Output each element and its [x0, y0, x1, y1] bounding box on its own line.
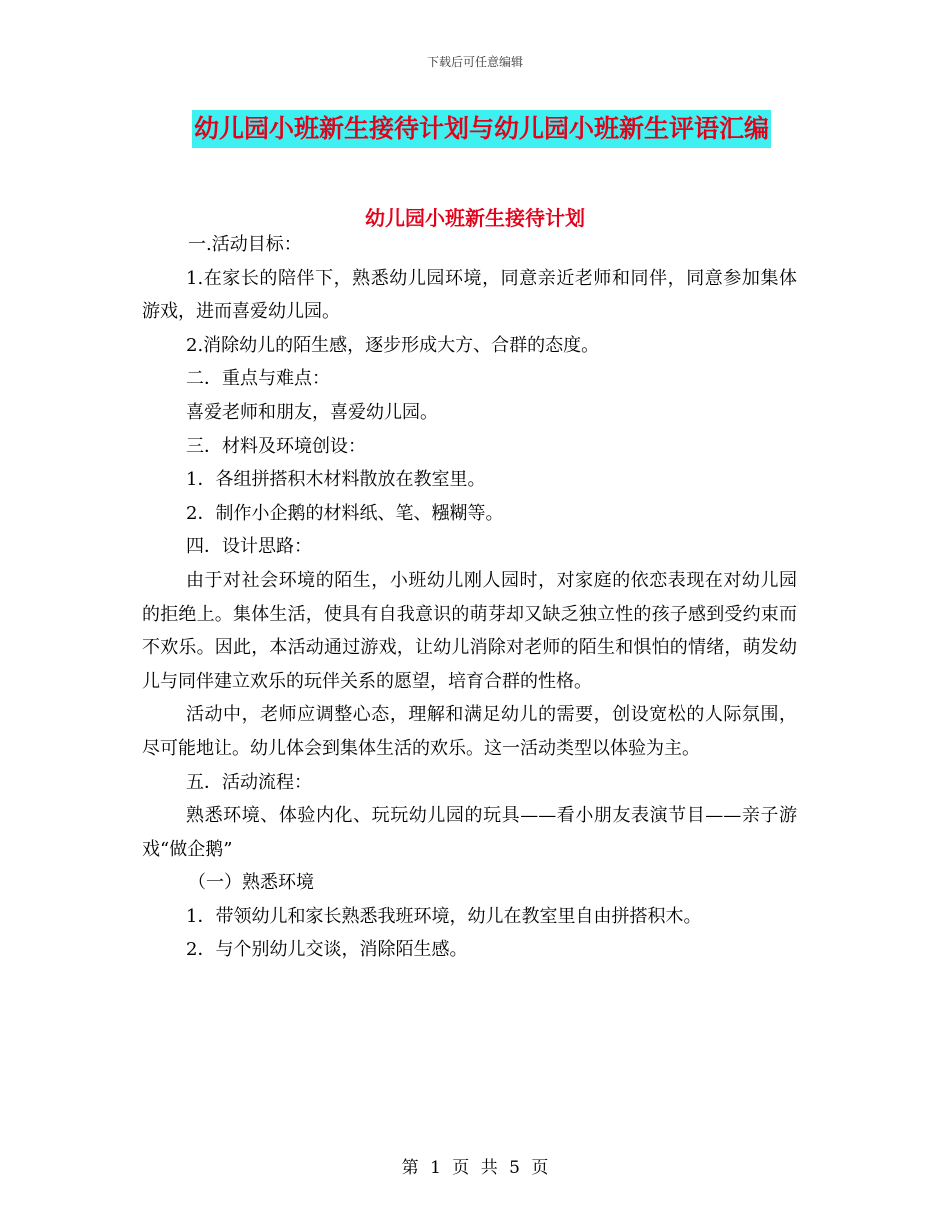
paragraph: 三．材料及环境创设： [186, 435, 366, 457]
paragraph: 2.消除幼儿的陌生感，逐步形成大方、合群的态度。 [186, 334, 600, 356]
paragraph: 1．各组拼搭积木材料散放在教室里。 [186, 469, 486, 491]
page-footer: 第 1 页 共 5 页 [401, 1158, 549, 1178]
paragraph: 2．制作小企鹅的材料纸、笔、糨糊等。 [186, 502, 504, 524]
paragraph: （一）熟悉环境 [188, 872, 314, 894]
paragraph: 1．带领幼儿和家长熟悉我班环境，幼儿在教室里自由拼搭积木。 [186, 905, 702, 927]
paragraph: 2．与个别幼儿交谈，消除陌生感。 [186, 939, 468, 961]
paragraph: 一.活动目标： [188, 234, 302, 255]
paragraph: 四．设计思路： [186, 536, 312, 558]
paragraph: 1.在家长的陪伴下，熟悉幼儿园环境，同意亲近老师和同伴，同意参加集体游戏，进而喜爱幼儿园。 [142, 267, 797, 323]
paragraph: 由于对社会环境的陌生，小班幼儿刚人园时，对家庭的依恋表现在对幼儿园的拒绝上。集体生活，使具有自我意识的萌芽却又缺乏独立性的孩子感到受约束而不欢乐。因此，本活动通过游戏，让幼儿消除对老师的陌生和惧怕的情绪，萌发幼儿与同伴建立欢乐的玩伴关系的愿望，培育合群的性格。 [142, 569, 797, 692]
document-body [142, 228, 797, 967]
paragraph: 二．重点与难点： [186, 368, 330, 390]
paragraph: 熟悉环境、体验内化、玩玩幼儿园的玩具——看小朋友表演节目——亲子游戏“做企鹅” [142, 805, 797, 860]
section-title: 幼儿园小班新生接待计划 [365, 206, 585, 230]
paragraph: 五．活动流程： [186, 771, 312, 793]
paragraph: 喜爱老师和朋友，喜爱幼儿园。 [186, 401, 438, 423]
main-title: 幼儿园小班新生接待计划与幼儿园小班新生评语汇编 [192, 110, 771, 148]
header-note: 下载后可任意编辑 [426, 55, 523, 69]
paragraph: 活动中，老师应调整心态，理解和满足幼儿的需要，创设宽松的人际氛围，尽可能地让。幼儿体会到集体生活的欢乐。这一活动类型以体验为主。 [142, 704, 797, 759]
